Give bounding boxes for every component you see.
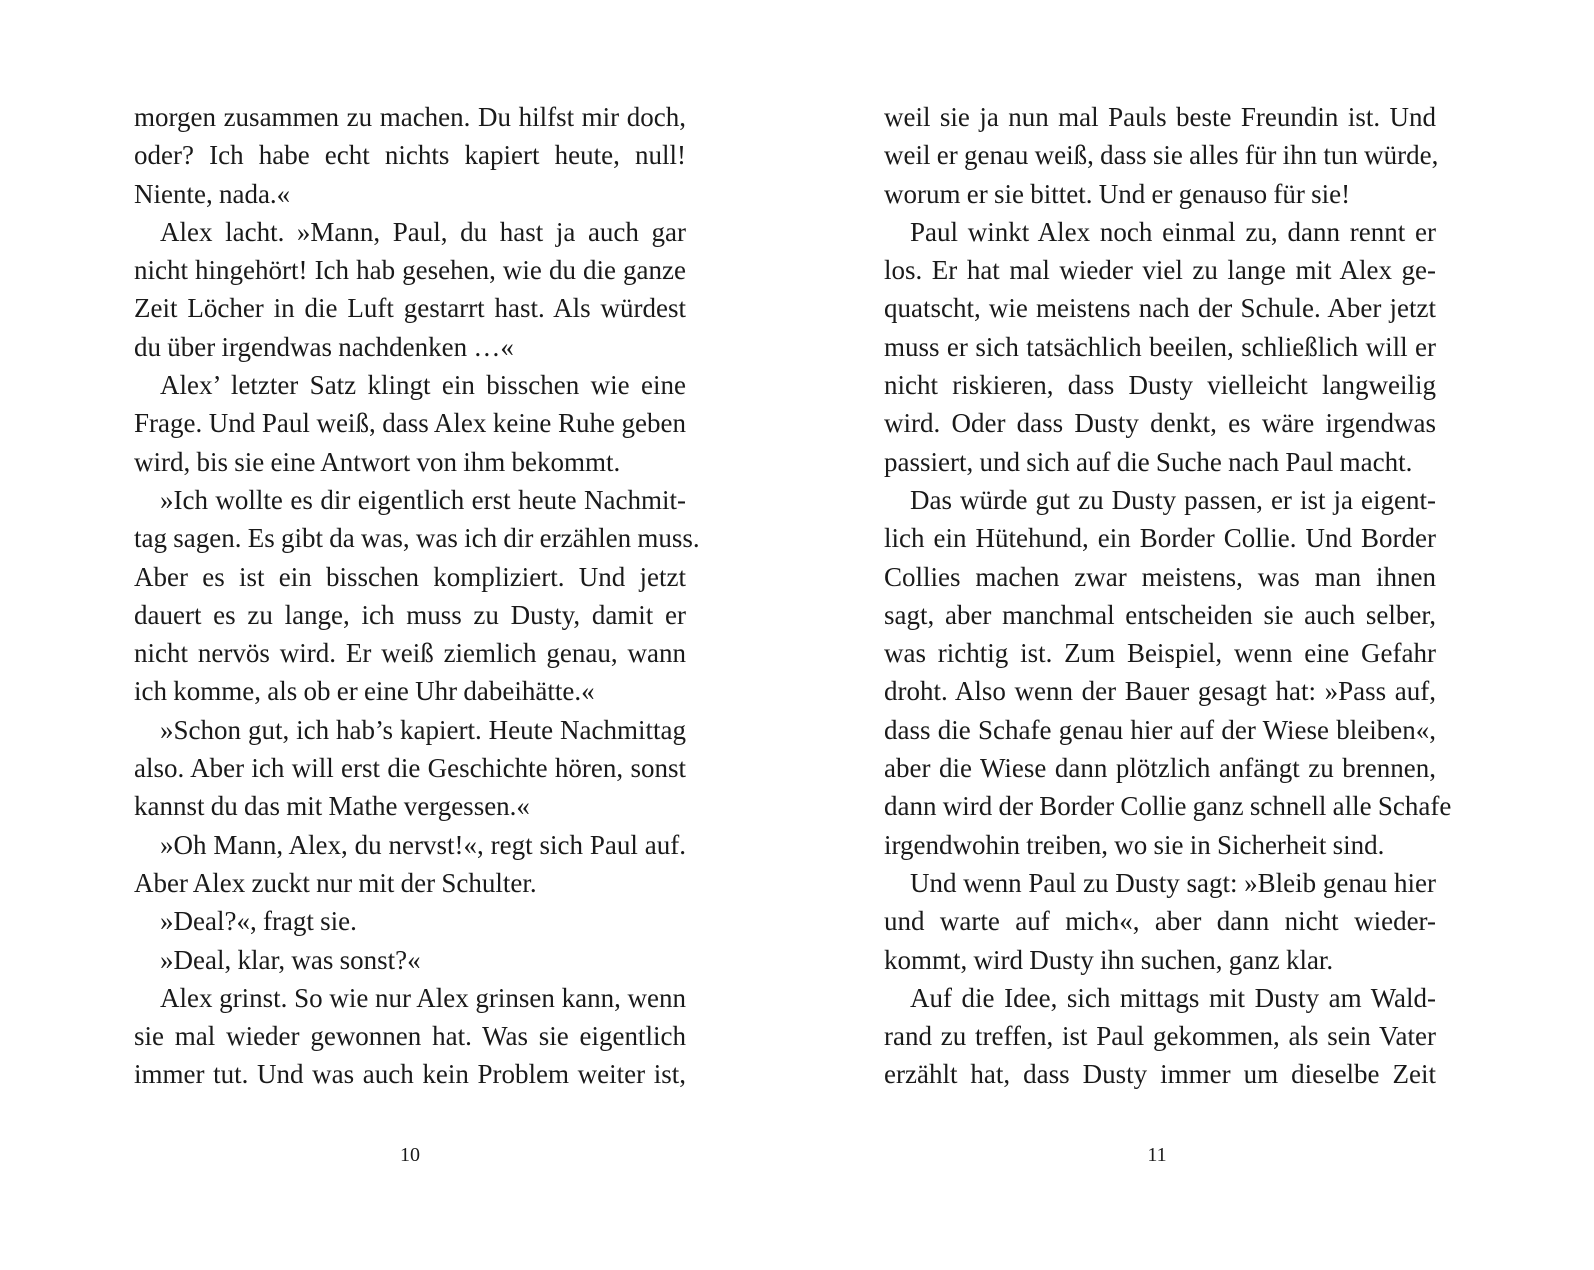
text-line: irgendwohin treiben, wo sie in Sicherheit sind.: [884, 829, 1385, 860]
text-line: dass die Schafe genau hier auf der Wiese bleiben«,: [884, 714, 1436, 745]
text-line: du über irgendwas nachdenken …«: [134, 331, 514, 362]
text-line: weil sie ja nun mal Pauls beste Freundin ist. Und: [884, 102, 1436, 132]
text-line: wird. Oder dass Dusty denkt, es wäre irgendwas: [884, 408, 1436, 439]
text-line: tag sagen. Es gibt da was, was ich dir erzählen muss.: [134, 523, 700, 554]
text-line: sagt, aber manchmal entscheiden sie auch selber,: [884, 599, 1436, 630]
text-line: Alex’ letzter Satz klingt ein bisschen wie eine: [160, 370, 686, 401]
text-line: »Ich wollte es dir eigentlich erst heute Nachmit-: [160, 484, 686, 515]
page-number-left: 10: [400, 1144, 420, 1166]
text-line: Alex lacht. »Mann, Paul, du hast ja auch gar: [160, 216, 686, 247]
text-line: Paul winkt Alex noch einmal zu, dann rennt er: [910, 216, 1436, 247]
text-line: nicht hingehört! Ich hab gesehen, wie du die ganze: [134, 255, 686, 286]
text-line: Frage. Und Paul weiß, dass Alex keine Ruhe geben: [134, 408, 686, 439]
text-line: was richtig ist. Zum Beispiel, wenn eine Gefahr: [884, 638, 1436, 669]
text-line: worum er sie bittet. Und er genauso für sie!: [884, 178, 1351, 209]
page-number-right: 11: [1147, 1144, 1167, 1166]
right-page-text: [884, 98, 1452, 1094]
text-line: quatscht, wie meistens nach der Schule. Aber jetzt: [884, 293, 1436, 324]
text-line: muss er sich tatsächlich beeilen, schließlich will er: [884, 331, 1436, 362]
text-line: Alex grinst. So wie nur Alex grinsen kann, wenn: [160, 982, 686, 1013]
text-line: los. Er hat mal wieder viel zu lange mit Alex ge-: [884, 255, 1436, 286]
text-line: Niente, nada.«: [134, 178, 291, 209]
text-line: droht. Also wenn der Bauer gesagt hat: »Pass auf,: [884, 676, 1436, 707]
text-line: Und wenn Paul zu Dusty sagt: »Bleib genau hier: [910, 867, 1436, 898]
text-line: sie mal wieder gewonnen hat. Was sie eigentlich: [134, 1021, 686, 1052]
text-line: kannst du das mit Mathe vergessen.«: [134, 791, 530, 822]
text-line: ich komme, als ob er eine Uhr dabeihätte.«: [134, 676, 595, 707]
text-line: und warte auf mich«, aber dann nicht wieder-: [884, 906, 1436, 937]
text-line: wird, bis sie eine Antwort von ihm bekommt.: [134, 446, 621, 477]
text-line: »Schon gut, ich hab’s kapiert. Heute Nachmittag: [160, 714, 686, 745]
left-page-text: [134, 98, 700, 1094]
text-line: passiert, und sich auf die Suche nach Paul macht.: [884, 446, 1413, 477]
text-line: nicht nervös wird. Er weiß ziemlich genau, wann: [134, 638, 686, 669]
text-line: »Deal, klar, was sonst?«: [160, 944, 421, 975]
text-line: dann wird der Border Collie ganz schnell alle Schafe: [884, 791, 1452, 822]
text-line: Aber es ist ein bisschen kompliziert. Und jetzt: [134, 561, 686, 592]
text-line: weil er genau weiß, dass sie alles für ihn tun würde,: [884, 140, 1439, 171]
text-line: erzählt hat, dass Dusty immer um dieselbe Zeit: [884, 1059, 1436, 1090]
text-line: »Deal?«, fragt sie.: [160, 906, 357, 937]
text-line: oder? Ich habe echt nichts kapiert heute, null!: [134, 140, 686, 171]
text-line: also. Aber ich will erst die Geschichte hören, sonst: [134, 753, 686, 784]
text-line: rand zu treffen, ist Paul gekommen, als sein Vater: [884, 1021, 1436, 1052]
text-line: lich ein Hütehund, ein Border Collie. Und Border: [884, 523, 1436, 554]
text-line: Collies machen zwar meistens, was man ihnen: [884, 561, 1436, 592]
text-line: immer tut. Und was auch kein Problem weiter ist,: [134, 1059, 686, 1090]
text-line: morgen zusammen zu machen. Du hilfst mir doch,: [134, 102, 686, 132]
text-line: Auf die Idee, sich mittags mit Dusty am Wald-: [910, 982, 1436, 1013]
text-line: Zeit Löcher in die Luft gestarrt hast. Als würdest: [134, 293, 686, 324]
text-line: Das würde gut zu Dusty passen, er ist ja eigent-: [910, 484, 1436, 515]
text-line: kommt, wird Dusty ihn suchen, ganz klar.: [884, 944, 1334, 975]
text-line: aber die Wiese dann plötzlich anfängt zu brennen,: [884, 753, 1436, 784]
text-line: Aber Alex zuckt nur mit der Schulter.: [134, 867, 537, 898]
text-line: »Oh Mann, Alex, du nervst!«, regt sich Paul auf.: [160, 829, 686, 860]
text-line: dauert es zu lange, ich muss zu Dusty, damit er: [134, 599, 686, 630]
text-line: nicht riskieren, dass Dusty vielleicht langweilig: [884, 370, 1436, 401]
